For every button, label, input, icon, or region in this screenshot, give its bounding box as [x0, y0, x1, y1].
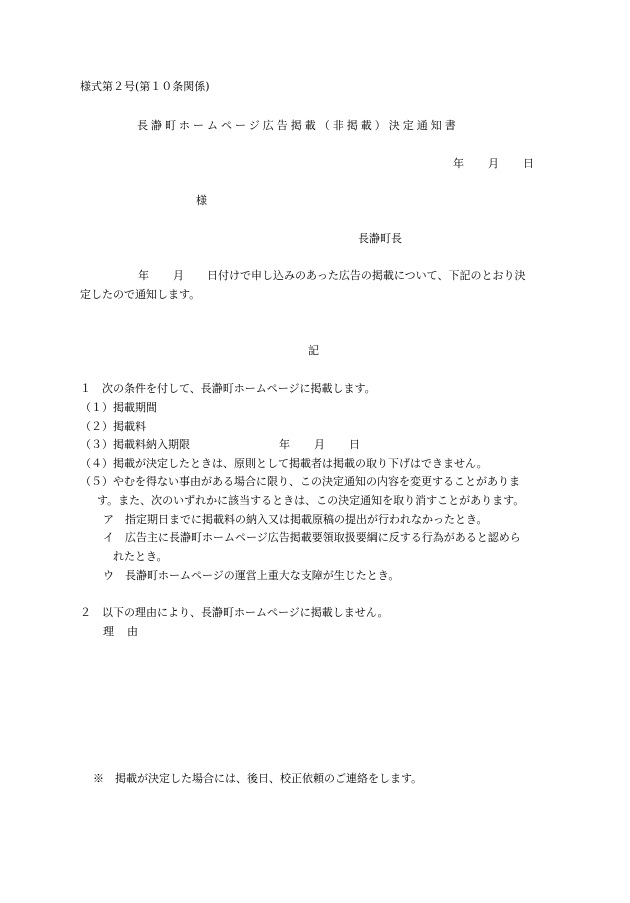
section1-item3-year: 年 [279, 438, 290, 451]
issuer-name: 長瀞町長 [358, 232, 402, 245]
intro-year-label: 年 [138, 269, 149, 282]
section1-sub-u: ウ 長瀞町ホームページの運営上重大な支障が生じたとき。 [103, 569, 400, 582]
section1-item4: （４）掲載が決定したときは、原則として掲載者は掲載の取り下げはできません。 [80, 457, 488, 470]
date-day-label: 日 [523, 157, 534, 170]
section2-heading: ２ 以下の理由により、長瀞町ホームページに掲載しません。 [80, 606, 389, 619]
section1-sub-a: ア 指定期日までに掲載料の納入又は掲載原稿の提出が行われなかったとき。 [103, 513, 488, 526]
section1-sub-i-line1: イ 広告主に長瀞町ホームページ広告掲載要領取扱要綱に反する行為があると認めら [103, 531, 521, 544]
date-month-label: 月 [488, 157, 499, 170]
section1-heading: １ 次の条件を付して、長瀞町ホームページに掲載します。 [80, 382, 376, 395]
section1-item3-label: （３）掲載料納入期限 [80, 438, 190, 451]
section1-item2: （２）掲載料 [80, 420, 146, 433]
ki-heading: 記 [308, 344, 319, 357]
date-year-label: 年 [453, 157, 464, 170]
section1-item5-line1: （５）やむを得ない事由がある場合に限り、この決定通知の内容を変更することがありま [80, 475, 520, 488]
section1-item3-day: 日 [349, 438, 360, 451]
intro-text-line1: 日付けで申し込みのあった広告の掲載について、下記のとおり決 [207, 269, 526, 282]
intro-text-line2: 定したので通知します。 [80, 288, 201, 301]
recipient-suffix: 様 [196, 194, 207, 207]
section2-reason-label: 理 由 [103, 625, 139, 638]
section1-item1: （１）掲載期間 [80, 401, 157, 414]
footer-note: ※ 掲載が決定した場合には、後日、校正依頼のご連絡をします。 [93, 772, 423, 785]
intro-month-label: 月 [173, 269, 184, 282]
document-title: 長瀞町ホームページ広告掲載（非掲載）決定通知書 [137, 119, 459, 132]
form-number-label: 様式第２号(第１０条関係) [80, 80, 210, 93]
section1-item5-line2: す。また、次のいずれかに該当するときは、この決定通知を取り消すことがあります。 [97, 494, 525, 507]
section1-item3-month: 月 [314, 438, 325, 451]
section1-sub-i-line2: れたとき。 [113, 550, 168, 563]
